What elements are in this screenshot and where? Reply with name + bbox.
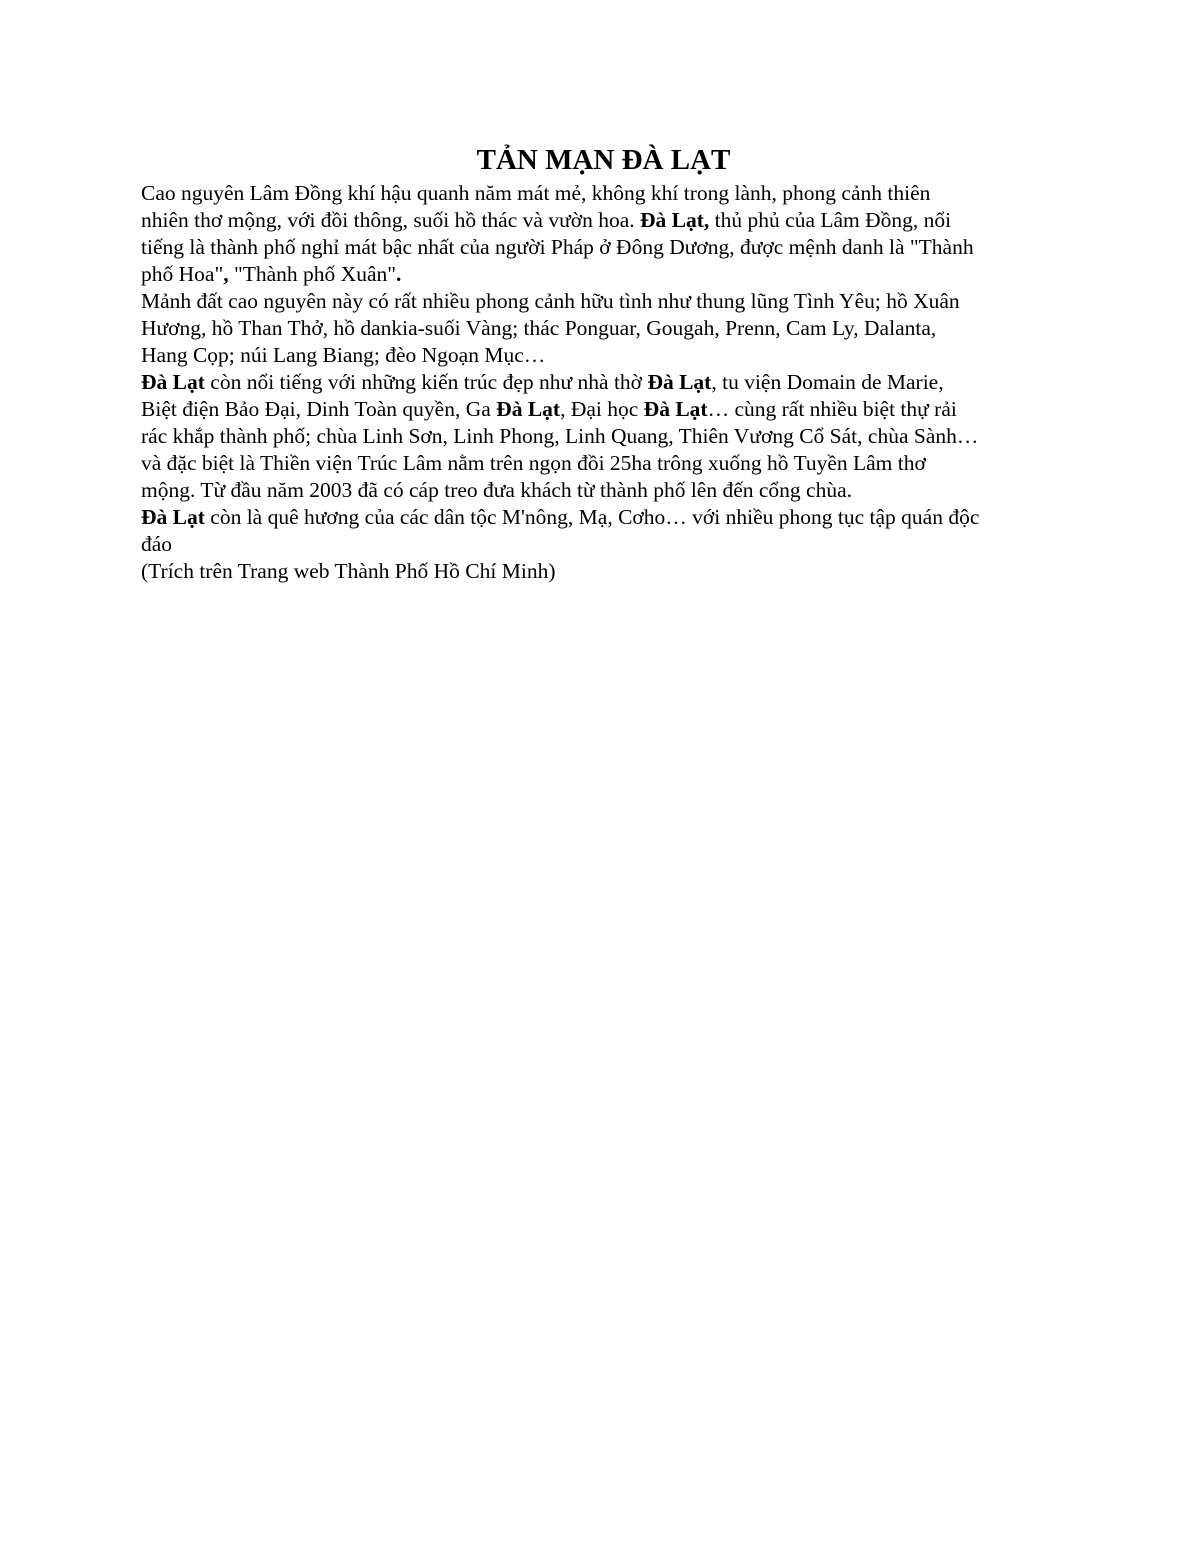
bold-text: Đà Lạt [643,397,708,421]
page-title: TẢN MẠN ĐÀ LẠT [476,144,731,176]
text-line: rác khắp thành phố; chùa Linh Sơn, Linh Phong, Linh Quang, Thiên Vương Cổ Sát, chùa Sành… [141,424,979,448]
text-run: nhiên thơ mộng, với đồi thông, suối hồ thác và vườn hoa. [141,208,641,232]
paragraph-ethnic-groups [141,504,1066,558]
text-run: phố Hoa" [141,262,224,286]
text-line: Cao nguyên Lâm Đồng khí hậu quanh năm mát mẻ, không khí trong lành, phong cảnh thiên [141,181,931,205]
text-line: đáo [141,532,173,556]
text-line: Hang Cọp; núi Lang Biang; đèo Ngoạn Mục… [141,343,546,367]
text-run: thủ phủ của Lâm Đồng, nổi [709,208,952,232]
text-line: Hương, hồ Than Thở, hồ dankia-suối Vàng; thác Ponguar, Gougah, Prenn, Cam Ly, Dalanta, [141,316,937,340]
text-run: còn là quê hương của các dân tộc M'nông, Mạ, Cơho… với nhiều phong tục tập quán độc [204,505,980,529]
bold-text: Đà Lạt, [640,208,710,232]
paragraph-scenery [141,288,1066,369]
text-run: , tu viện Domain de Marie, [711,370,944,394]
text-run: , Đại học [560,397,644,421]
text-line: mộng. Từ đầu năm 2003 đã có cáp treo đưa khách từ thành phố lên đến cổng chùa. [141,478,853,502]
text-run: "Thành phố Xuân" [228,262,397,286]
bold-text: Đà Lạt [496,397,561,421]
paragraph-architecture [141,369,1066,504]
text-run: Biệt điện Bảo Đại, Dinh Toàn quyền, Ga [141,397,497,421]
source-citation [141,558,1066,585]
bold-text: Đà Lạt [141,505,205,529]
bold-text: Đà Lạt [141,370,205,394]
text-line: (Trích trên Trang web Thành Phố Hồ Chí Minh) [141,559,556,583]
text-line [141,396,1066,423]
text-run: còn nổi tiếng với những kiến trúc đẹp như nhà thờ [204,370,648,394]
document-body [141,140,1066,585]
bold-text: Đà Lạt [647,370,712,394]
text-line [141,261,1066,288]
text-line: và đặc biệt là Thiền viện Trúc Lâm nằm trên ngọn đồi 25ha trông xuống hồ Tuyền Lâm thơ [141,451,926,475]
text-line [141,369,1066,396]
text-line: Mảnh đất cao nguyên này có rất nhiều phong cảnh hữu tình như thung lũng Tình Yêu; hồ Xuân [141,289,960,313]
paragraph-intro [141,180,1066,288]
text-line: tiếng là thành phố nghỉ mát bậc nhất của người Pháp ở Đông Dương, được mệnh danh là "Thành [141,235,974,259]
text-line [141,207,1066,234]
bold-text: , [223,262,229,286]
text-run: … cùng rất nhiều biệt thự rải [707,397,957,421]
text-line [141,504,1066,531]
bold-text: . [396,262,402,286]
